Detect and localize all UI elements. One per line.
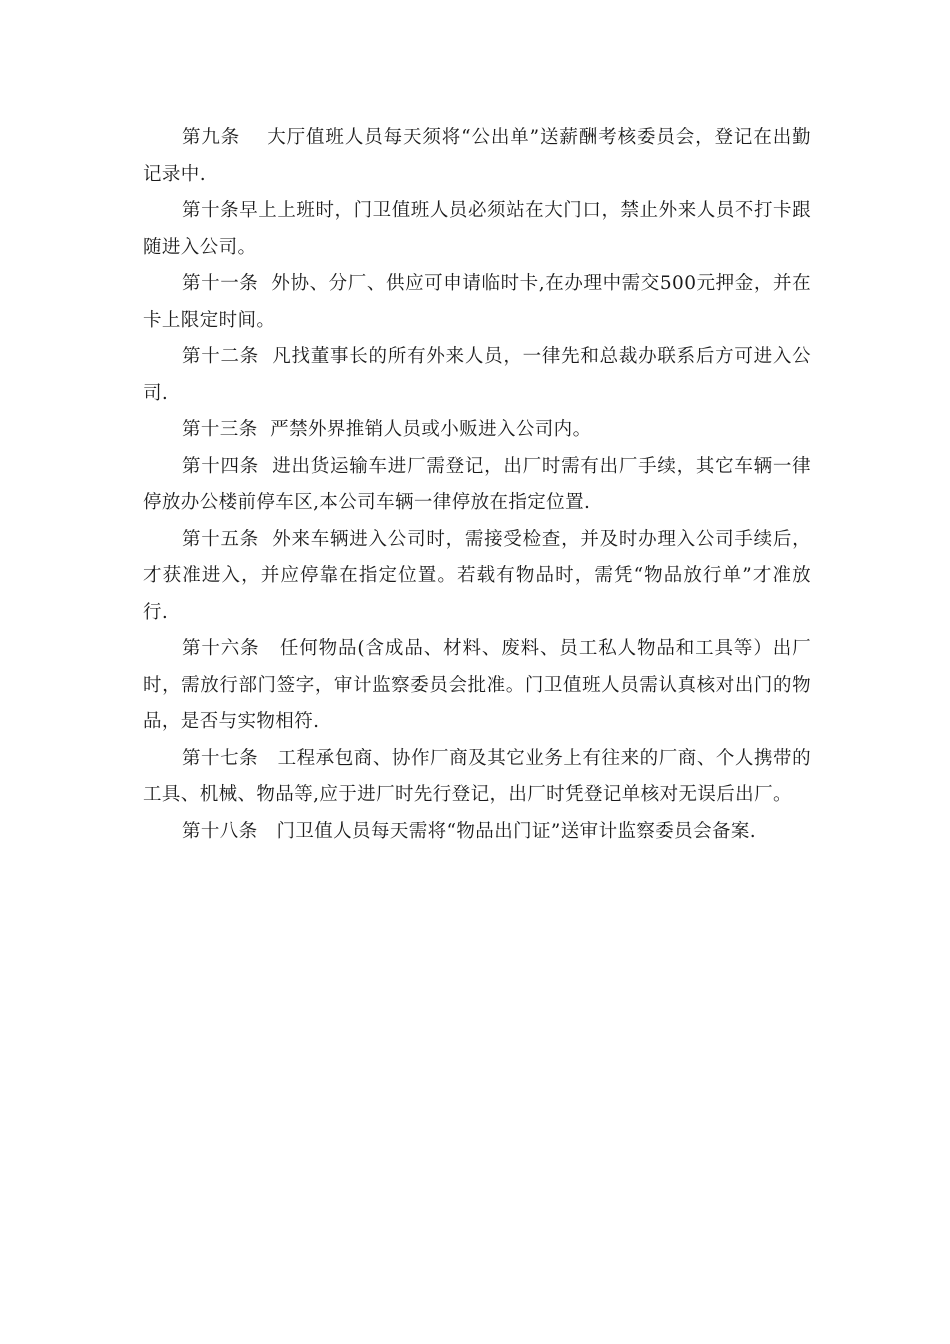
article-10 [143, 193, 811, 266]
article-18 [143, 814, 811, 851]
article-text: 大厅值班人员每天须将“公出单”送薪酬考核委员会，登记在出勤记录中. [143, 127, 811, 185]
article-separator [258, 419, 271, 440]
article-separator [259, 346, 272, 367]
article-label: 第十条 [182, 200, 240, 221]
article-label: 第十三条 [182, 419, 258, 440]
article-9 [143, 120, 811, 193]
article-separator [258, 821, 277, 842]
article-text: 外来车辆进入公司时，需接受检查，并及时办理入公司手续后，才获准进入，并应停靠在指定位置。若载有物品时，需凭“物品放行单”才准放行. [143, 528, 812, 623]
article-text: 严禁外界推销人员或小贩进入公司内。 [270, 419, 592, 440]
article-separator [258, 273, 271, 294]
article-text: 门卫值人员每天需将“物品出门证”送审计监察委员会备案. [276, 820, 757, 842]
article-14 [143, 449, 811, 522]
article-separator [258, 748, 277, 769]
article-separator [240, 127, 267, 148]
article-separator [259, 529, 272, 550]
article-16 [143, 631, 811, 741]
article-text: 凡找董事长的所有外来人员，一律先和总裁办联系后方可进入公司. [143, 346, 812, 404]
article-label: 第十五条 [182, 528, 260, 550]
article-separator [259, 456, 272, 477]
article-15 [143, 522, 811, 632]
article-separator [260, 638, 280, 659]
article-11 [143, 266, 811, 339]
article-text: 进出货运输车进厂需登记，出厂时需有出厂手续，其它车辆一律停放办公楼前停车区,本公司车辆一律停放在指定位置. [143, 455, 812, 513]
article-text: 早上上班时，门卫值班人员必须站在大门口，禁止外来人员不打卡跟随进入公司。 [143, 200, 811, 258]
article-label: 第十七条 [182, 747, 259, 769]
article-text: 工程承包商、协作厂商及其它业务上有往来的厂商、个人携带的工具、机械、物品等,应于进厂时先行登记，出厂时凭登记单核对无误后出厂。 [143, 747, 812, 805]
article-label: 第十八条 [182, 820, 258, 842]
article-label: 第九条 [182, 127, 241, 148]
article-label: 第十一条 [182, 273, 259, 294]
article-12 [143, 339, 811, 412]
article-text: 任何物品(含成品、材料、废料、员工私人物品和工具等）出厂时，需放行部门签字，审计监察委员会批准。门卫值班人员需认真核对出门的物品，是否与实物相符. [143, 638, 811, 732]
article-text: 外协、分厂、供应可申请临时卡,在办理中需交500元押金，并在卡上限定时间。 [143, 273, 811, 331]
document-body [143, 120, 811, 850]
article-label: 第十二条 [182, 346, 260, 367]
article-label: 第十四条 [182, 455, 260, 477]
article-label: 第十六条 [182, 638, 260, 659]
article-17 [143, 741, 811, 814]
article-13 [143, 412, 811, 449]
